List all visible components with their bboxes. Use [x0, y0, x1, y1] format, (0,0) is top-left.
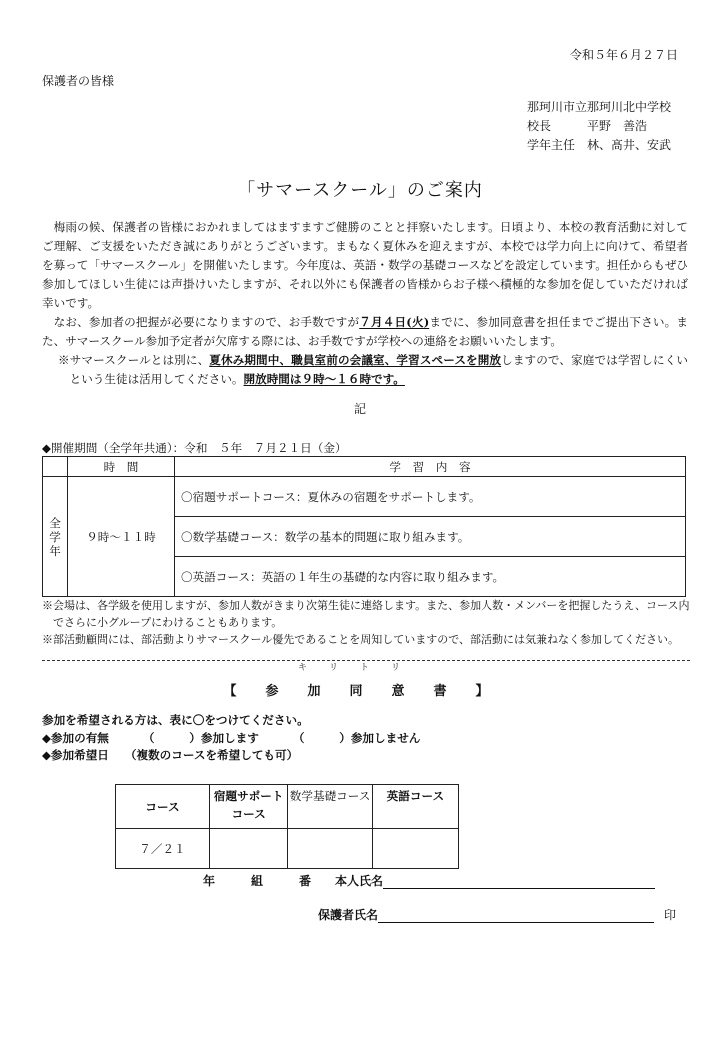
note-club: ※部活動顧問には、部活動よりサマースクール優先であることを周知していますので、部活動には気兼ねなく参加してください。 — [42, 633, 680, 646]
consent-date: ７／２１ — [116, 829, 210, 869]
greeting: 保護者の皆様 — [42, 74, 115, 88]
consent-cell-homework[interactable] — [209, 829, 288, 869]
course-homework: 〇宿題サポートコース：夏休みの宿題をサポートします。 — [175, 477, 686, 517]
schedule-period: ◆開催期間（全学年共通）：令和 ５年 ７月２１日（金） — [42, 441, 347, 455]
schedule-row — [43, 477, 686, 517]
page-title: 「サマースクール」のご案内 — [237, 180, 483, 201]
schedule-table — [42, 456, 686, 597]
consent-form-title: 【 参 加 同 意 書 】 — [223, 684, 497, 699]
student-name-label: 年 組 番 本人氏名 — [203, 874, 384, 888]
note-text-c: しますので、家庭では学習しにくいという生徒は活用してください。 — [69, 353, 688, 386]
paragraph-intro: 梅雨の候、保護者の皆様におかれましてはますますご健勝のことと拝察いたします。日頃より、本校の教育活動に対してご理解、ご支援をいただき誠にありがとうございます。まもなく夏休みを迎えますが、本校では学力向上に向けて、希望者を募って「サマースクール」を開催いたします。今年度は、英語・数学の基礎コースなどを設定しています。担任からもぜひ参加してほしい生徒には声掛けいたしますが、それ以外にも保護者の皆様からお子様へ積極的な参加を促していただければ幸いです。 — [42, 220, 689, 310]
sender-school: 那珂川市立那珂川北中学校 — [527, 100, 672, 114]
open-room-note — [58, 351, 688, 389]
wish-line — [42, 747, 420, 765]
deadline-text-a: なお、参加者の把握が必要になりますので、お手数ですが — [53, 315, 360, 329]
sender-block — [527, 98, 671, 155]
schedule-header-time: 時 間 — [68, 457, 175, 477]
consent-instruction: 参加を希望される方は、表に〇をつけてください。 — [42, 713, 309, 727]
seal-mark: 印 — [664, 908, 677, 922]
parent-name-label: 保護者氏名 — [318, 908, 379, 922]
consent-col-english: 英語コース — [372, 785, 458, 829]
attend-no-option[interactable]: （ ）参加しません — [292, 730, 421, 745]
student-name-field[interactable] — [383, 874, 655, 889]
schedule-header-blank — [43, 457, 68, 477]
consent-col-homework: 宿題サポートコース — [209, 785, 288, 829]
schedule-time: ９時～１１時 — [68, 477, 175, 597]
consent-cell-english[interactable] — [372, 829, 458, 869]
consent-instructions — [42, 712, 420, 765]
schedule-grade: 全学年 — [43, 477, 68, 597]
sender-grade-heads: 学年主任 林、髙井、安武 — [527, 138, 672, 152]
consent-col-course: コース — [116, 785, 210, 829]
schedule-header-content: 学 習 内 容 — [175, 457, 686, 477]
attend-yes-option[interactable]: （ ）参加します — [142, 730, 259, 745]
note-text-a: ※サマースクールとは別に、 — [58, 353, 210, 367]
attend-label: ◆参加の有無 — [42, 730, 109, 745]
parent-name-field[interactable] — [378, 908, 654, 923]
note-open-hours: 開放時間は９時～１６時です。 — [243, 372, 405, 386]
ki-mark: 記 — [353, 402, 366, 416]
course-math: 〇数学基礎コース：数学の基本的問題に取り組みます。 — [175, 517, 686, 557]
course-english: 〇英語コース：英語の１年生の基礎的な内容に取り組みます。 — [175, 557, 686, 597]
deadline-text-c: までに、参加同意書を担任までご提出下さい。また、サマースクール参加予定者が欠席する際には、お手数ですが学校への連絡をお願いいたします。 — [42, 315, 688, 348]
consent-date-row — [116, 829, 459, 869]
notes — [42, 597, 692, 648]
letter-body — [42, 218, 688, 389]
note-text-b: 夏休み期間中、職員室前の会議室、学習スペースを開放 — [209, 353, 502, 367]
consent-header-row — [116, 785, 459, 829]
parent-signature-row — [318, 906, 676, 923]
consent-table — [115, 784, 459, 869]
document-date: 令和５年６月２７日 — [569, 48, 678, 62]
wish-label: ◆参加希望日 — [42, 748, 109, 762]
deadline-date: ７月４日(火) — [359, 315, 430, 329]
wish-note: （複数のコースを希望しても可） — [124, 748, 299, 762]
cut-label: キリトリ — [297, 663, 422, 673]
paragraph-deadline — [42, 313, 688, 351]
student-signature-row — [203, 872, 655, 889]
consent-col-math: 数学基礎コース — [288, 785, 372, 829]
note-venue: ※会場は、各学級を使用しますが、参加人数がきまり次第生徒に連絡します。また、参加人数・メンバーを把握したうえ、コース内でさらに小グループにわけることもあります。 — [42, 599, 690, 629]
consent-cell-math[interactable] — [288, 829, 372, 869]
sender-principal: 校長 平野 善浩 — [527, 119, 648, 133]
schedule-header-row — [43, 457, 686, 477]
attend-line — [42, 730, 420, 748]
